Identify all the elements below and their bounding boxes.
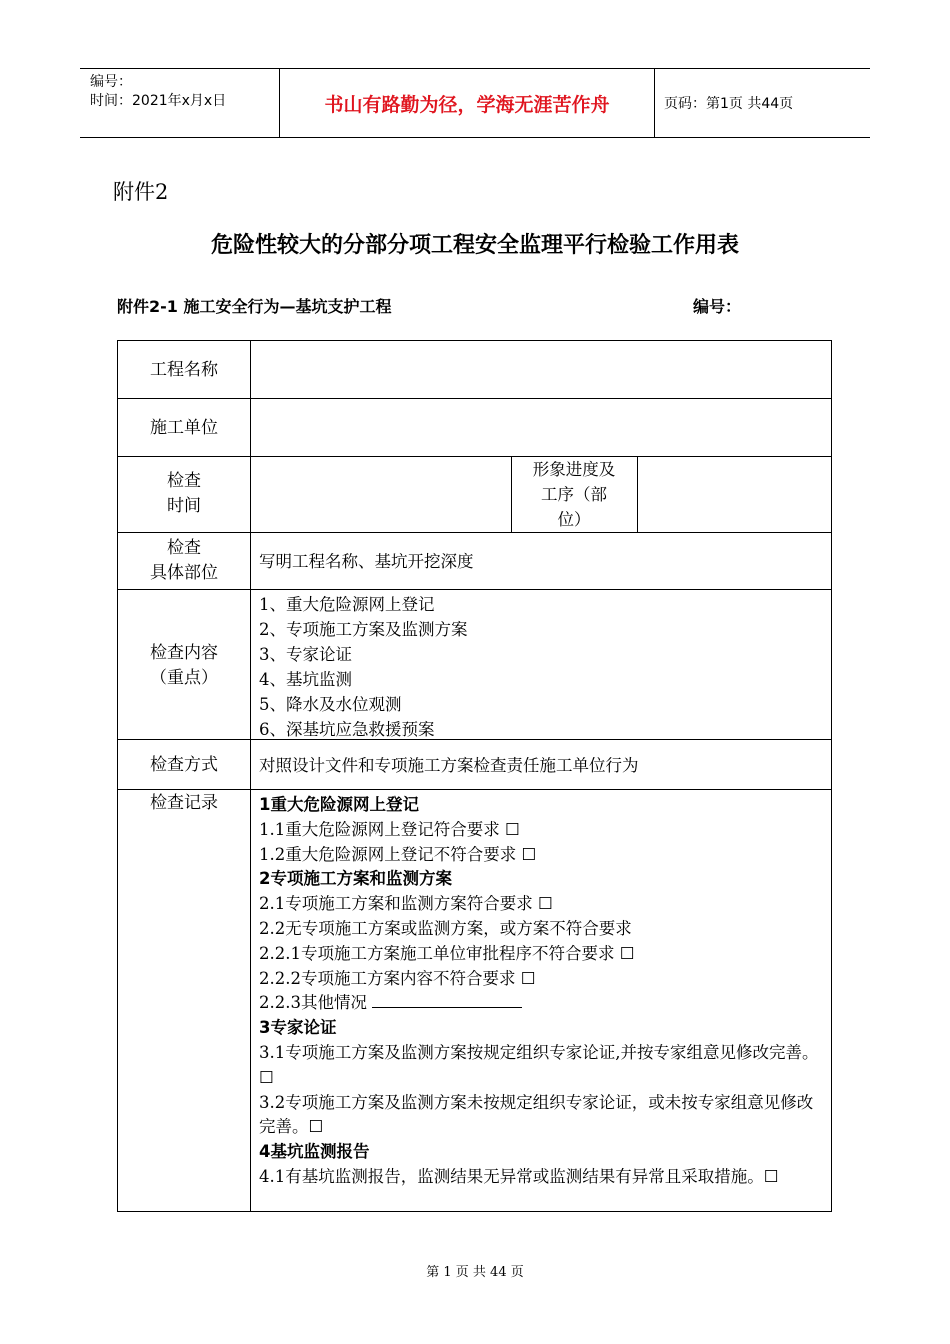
record-heading: 1重大危险源网上登记 bbox=[259, 795, 419, 814]
record-heading: 2专项施工方案和监测方案 bbox=[259, 869, 452, 889]
record-list bbox=[259, 793, 825, 1190]
progress-label bbox=[511, 457, 637, 532]
row-divider bbox=[118, 456, 831, 457]
header-number: 编号： bbox=[90, 74, 132, 90]
list-item: 1、重大危险源网上登记 bbox=[259, 595, 435, 614]
row-divider bbox=[118, 739, 831, 740]
record-item[interactable]: 1.1重大危险源网上登记符合要求 ☐ bbox=[259, 819, 520, 839]
document-title: 危险性较大的分部分项工程安全监理平行检验工作用表 bbox=[210, 233, 739, 258]
header-time: 时间：2021年x月x日 bbox=[90, 93, 227, 109]
inspection-table bbox=[117, 340, 832, 1212]
check-time-label bbox=[118, 469, 250, 519]
location-label-line1: 检查 bbox=[167, 538, 201, 558]
project-name-label: 工程名称 bbox=[150, 360, 218, 380]
method-label: 检查方式 bbox=[150, 755, 218, 775]
check-time-label-line1: 检查 bbox=[167, 471, 201, 491]
content-label-line2: （重点） bbox=[150, 668, 218, 688]
construction-unit-label: 施工单位 bbox=[150, 418, 218, 438]
page-footer: 第 1 页 共 44 页 bbox=[426, 1265, 524, 1280]
column-divider bbox=[250, 341, 251, 1212]
list-item: 3、专家论证 bbox=[259, 645, 352, 664]
form-number-label: 编号： bbox=[693, 297, 742, 316]
row-divider bbox=[118, 589, 831, 590]
progress-label-line3: 位） bbox=[557, 510, 591, 529]
record-item[interactable]: 1.2重大危险源网上登记不符合要求 ☐ bbox=[259, 844, 537, 864]
header-motto: 书山有路勤为径，学海无涯苦作舟 bbox=[280, 69, 655, 137]
header-meta bbox=[80, 69, 280, 137]
record-item[interactable]: 2.1专项施工方案和监测方案符合要求 ☐ bbox=[259, 894, 553, 914]
record-item[interactable]: 3.1专项施工方案及监测方案按规定组织专家论证,并按专家组意见修改完善。☐ bbox=[259, 1042, 819, 1087]
annex-label: 附件2 bbox=[113, 180, 169, 204]
progress-label-line1: 形象进度及 bbox=[532, 460, 616, 479]
progress-label-line2: 工序（部 bbox=[541, 485, 607, 504]
list-item: 5、降水及水位观测 bbox=[259, 695, 402, 714]
location-label bbox=[118, 536, 250, 586]
list-item: 6、深基坑应急救援预案 bbox=[259, 720, 435, 739]
project-name-field[interactable] bbox=[259, 358, 819, 383]
record-item-other bbox=[259, 991, 825, 1016]
record-item[interactable]: 2.2.1专项施工方案施工单位审批程序不符合要求 ☐ bbox=[259, 943, 635, 963]
content-label bbox=[118, 641, 250, 691]
record-item-text: 2.2.3其他情况 bbox=[259, 993, 373, 1013]
other-input-line[interactable] bbox=[372, 991, 522, 1008]
row-divider bbox=[118, 532, 831, 533]
row-divider bbox=[118, 789, 831, 790]
list-item: 4、基坑监测 bbox=[259, 670, 352, 689]
record-heading: 3专家论证 bbox=[259, 1018, 337, 1038]
record-item: 2.2无专项施工方案或监测方案，或方案不符合要求 bbox=[259, 918, 632, 938]
content-label-line1: 检查内容 bbox=[150, 643, 218, 663]
method-value: 对照设计文件和专项施工方案检查责任施工单位行为 bbox=[259, 756, 639, 775]
column-divider bbox=[637, 456, 638, 532]
header-page-info: 页码：第1页 共44页 bbox=[664, 96, 794, 112]
page-header bbox=[80, 68, 870, 138]
form-subtitle: 附件2-1 施工安全行为—基坑支护工程 bbox=[117, 297, 392, 316]
content-list bbox=[259, 592, 468, 742]
location-value: 写明工程名称、基坑开挖深度 bbox=[259, 552, 474, 571]
record-item[interactable]: 2.2.2专项施工方案内容不符合要求 ☐ bbox=[259, 968, 536, 988]
record-label: 检查记录 bbox=[150, 793, 218, 813]
row-divider bbox=[118, 398, 831, 399]
record-item[interactable]: 4.1有基坑监测报告，监测结果无异常或监测结果有异常且采取措施。☐ bbox=[259, 1166, 779, 1186]
progress-field[interactable] bbox=[643, 469, 823, 519]
check-time-label-line2: 时间 bbox=[167, 496, 201, 516]
construction-unit-field[interactable] bbox=[259, 416, 819, 441]
location-label-line2: 具体部位 bbox=[150, 563, 218, 583]
record-item[interactable]: 3.2专项施工方案及监测方案未按规定组织专家论证，或未按专家组意见修改完善。☐ bbox=[259, 1092, 814, 1137]
list-item: 2、专项施工方案及监测方案 bbox=[259, 620, 468, 639]
check-time-field[interactable] bbox=[259, 469, 504, 519]
record-heading: 4基坑监测报告 bbox=[259, 1142, 370, 1162]
